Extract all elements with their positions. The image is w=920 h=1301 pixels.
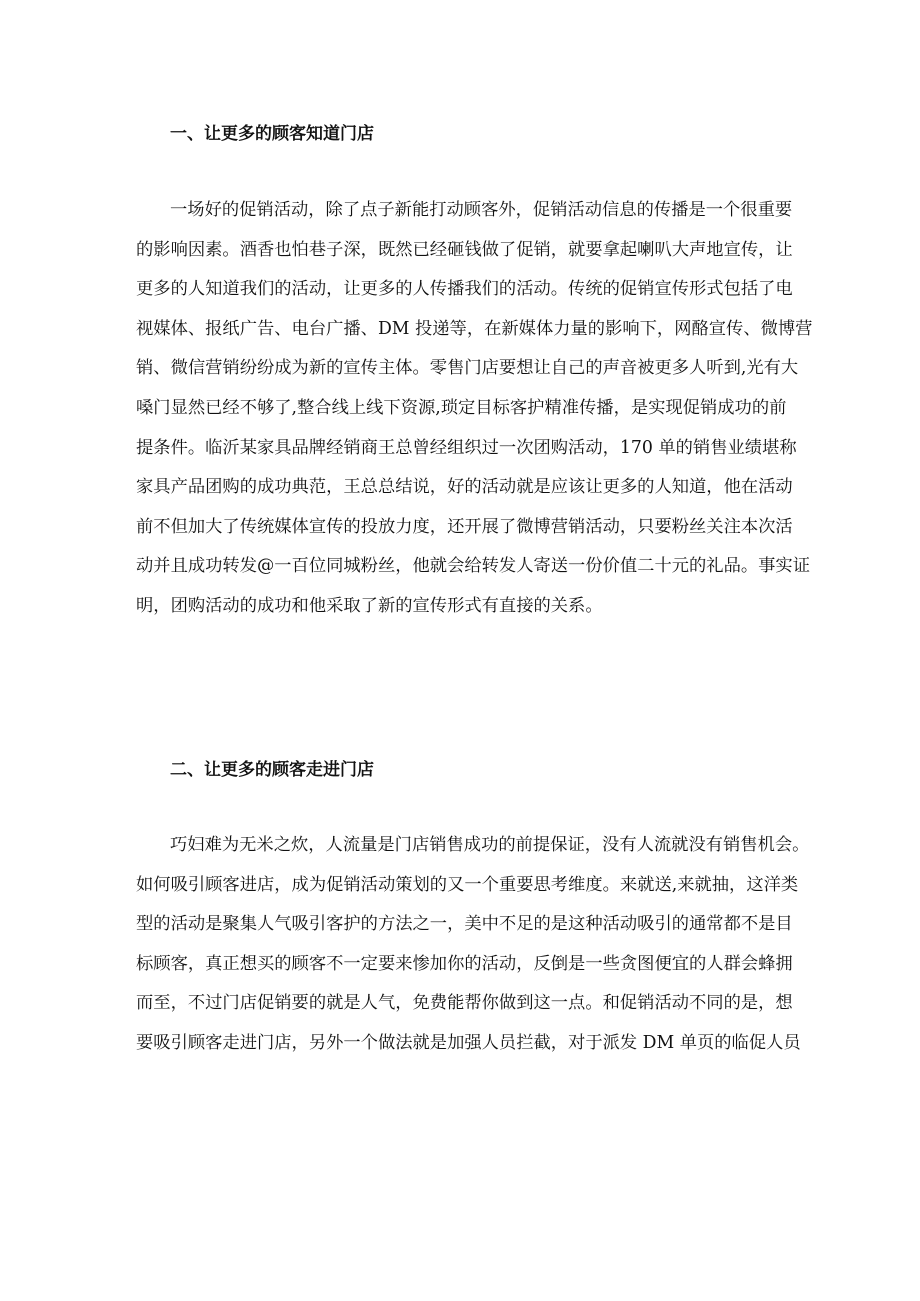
paragraph-line: 嗓门显然已经不够了,整合线上线下资源,琐定目标客护精准传播，是实现促销成功的前 — [136, 397, 787, 418]
paragraph-line: 要吸引顾客走进门店，另外一个做法就是加强人员拦截，对于派发 DM 单页的临促人员 — [136, 1032, 801, 1053]
paragraph-line: 型的活动是聚集人气吸引客护的方法之一，美中不足的是这种活动吸引的通常都不是目 — [136, 914, 793, 935]
paragraph-line: 标顾客，真正想买的顾客不一定要来惨加你的活动，反倒是一些贪图便宜的人群会蜂拥 — [136, 953, 793, 974]
section-2-paragraph — [136, 826, 810, 1064]
section-1-heading: 一、让更多的顾客知道门店 — [170, 124, 374, 144]
paragraph-line: 巧妇难为无米之炊，人流量是门店销售成功的前提保证，没有人流就没有销售机会。 — [170, 835, 810, 855]
paragraph-line: 明，团购活动的成功和他采取了新的宣传形式有直接的关系。 — [136, 595, 603, 616]
paragraph-line: 如何吸引顾客进店，成为促销活动策划的又一个重要思考维度。来就送,来就抽，这洋类 — [136, 874, 799, 895]
section-1-paragraph — [136, 191, 813, 627]
paragraph-line: 动并且成功转发@一百位同城粉丝，他就会给转发人寄送一份价值二十元的礼品。事实证 — [136, 556, 810, 577]
paragraph-line: 一场好的促销活动，除了点子新能打动顾客外，促销活动信息的传播是一个很重要 — [170, 200, 793, 220]
paragraph-line: 提条件。临沂某家具品牌经销商王总曾经组织过一次团购活动，170 单的销售业绩堪称 — [136, 437, 797, 458]
paragraph-line: 前不但加大了传统媒体宣传的投放力度，还开展了微博营销活动，只要粉丝关注本次活 — [136, 516, 793, 537]
paragraph-line: 而至，不过门店促销要的就是人气，免费能帮你做到这一点。和促销活动不同的是，想 — [136, 993, 793, 1014]
paragraph-line: 更多的人知道我们的活动，让更多的人传播我们的活动。传统的促销宣传形式包括了电 — [136, 279, 793, 300]
paragraph-line: 视媒体、报纸广告、电台广播、DM 投递等，在新媒体力量的影响下，网酪宣传、微博营 — [136, 318, 813, 339]
paragraph-line: 家具产品团购的成功典范，王总总结说，好的活动就是应该让更多的人知道，他在活动 — [136, 477, 793, 498]
section-2-heading: 二、让更多的顾客走进门店 — [170, 760, 374, 780]
paragraph-line: 销、微信营销纷纷成为新的宣传主体。零售门店要想让自己的声音被更多人听到,光有大 — [136, 358, 799, 379]
paragraph-line: 的影响因素。酒香也怕巷子深，既然已经砸钱做了促销，就要拿起喇叭大声地宣传，让 — [136, 239, 793, 260]
